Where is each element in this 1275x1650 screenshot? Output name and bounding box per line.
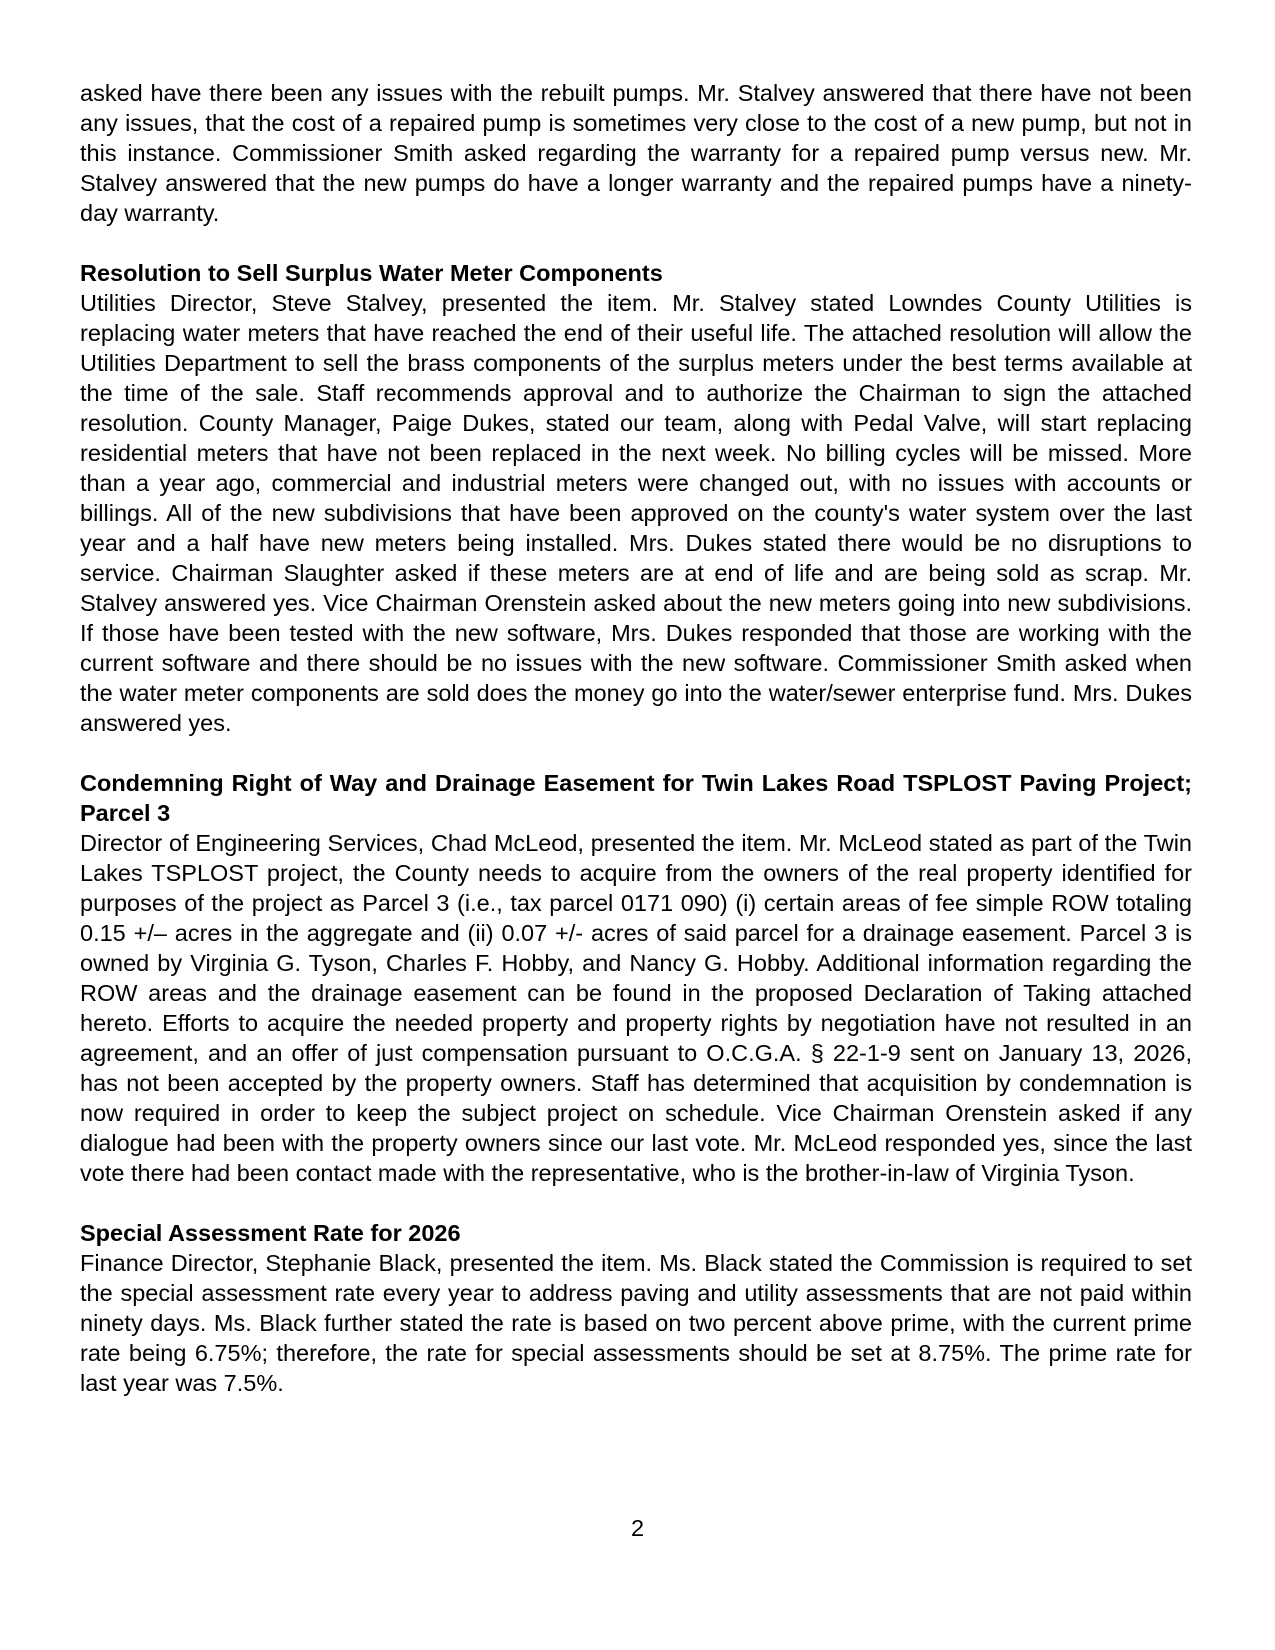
section-heading-surplus-water-meter: Resolution to Sell Surplus Water Meter Components bbox=[80, 260, 663, 286]
section-body-special-assessment: Finance Director, Stephanie Black, presented the item. Ms. Black stated the Commission is required to set the special assessment rate every year to address paving and utility assessments that are not paid within ninety days. Ms. Black further stated the rate is based on two percent above prime, with the current prime rate being 6.75%; therefore, the rate for special assessments should be set at 8.75%. The prime rate for last year was 7.5%. bbox=[80, 1250, 1192, 1396]
intro-paragraph: asked have there been any issues with the rebuilt pumps. Mr. Stalvey answered that there have not been any issues, that the cost of a repaired pump is sometimes very close to the cost of a new pump, but not in this instance. Commissioner Smith asked regarding the warranty for a repaired pump versus new. Mr. Stalvey answered that the new pumps do have a longer warranty and the repaired pumps have a ninety-day warranty. bbox=[80, 80, 1192, 226]
page-number: 2 bbox=[630, 1515, 645, 1541]
section-heading-condemning-row: Condemning Right of Way and Drainage Easement for Twin Lakes Road TSPLOST Paving Project; Parcel 3 bbox=[80, 770, 1192, 826]
section-body-condemning-row: Director of Engineering Services, Chad McLeod, presented the item. Mr. McLeod stated as part of the Twin Lakes TSPLOST project, the County needs to acquire from the owners of the real property identified for purposes of the project as Parcel 3 (i.e., tax parcel 0171 090) (i) certain areas of fee simple ROW totaling 0.15 +/– acres in the aggregate and (ii) 0.07 +/- acres of said parcel for a drainage easement. Parcel 3 is owned by Virginia G. Tyson, Charles F. Hobby, and Nancy G. Hobby. Additional information regarding the ROW areas and the drainage easement can be found in the proposed Declaration of Taking attached hereto. Efforts to acquire the needed property and property rights by negotiation have not resulted in an agreement, and an offer of just compensation pursuant to O.C.G.A. § 22-1-9 sent on January 13, 2026, has not been accepted by the property owners. Staff has determined that acquisition by condemnation is now required in order to keep the subject project on schedule. Vice Chairman Orenstein asked if any dialogue had been with the property owners since our last vote. Mr. McLeod responded yes, since the last vote there had been contact made with the representative, who is the brother-in-law of Virginia Tyson. bbox=[80, 830, 1192, 1186]
page-content bbox=[80, 78, 1192, 1428]
section-heading-special-assessment: Special Assessment Rate for 2026 bbox=[80, 1220, 461, 1246]
section-body-surplus-water-meter: Utilities Director, Steve Stalvey, presented the item. Mr. Stalvey stated Lowndes County Utilities is replacing water meters that have reached the end of their useful life. The attached resolution will allow the Utilities Department to sell the brass components of the surplus meters under the best terms available at the time of the sale. Staff recommends approval and to authorize the Chairman to sign the attached resolution. County Manager, Paige Dukes, stated our team, along with Pedal Valve, will start replacing residential meters that have not been replaced in the next week. No billing cycles will be missed. More than a year ago, commercial and industrial meters were changed out, with no issues with accounts or billings. All of the new subdivisions that have been approved on the county's water system over the last year and a half have new meters being installed. Mrs. Dukes stated there would be no disruptions to service. Chairman Slaughter asked if these meters are at end of life and are being sold as scrap. Mr. Stalvey answered yes. Vice Chairman Orenstein asked about the new meters going into new subdivisions. If those have been tested with the new software, Mrs. Dukes responded that those are working with the current software and there should be no issues with the new software. Commissioner Smith asked when the water meter components are sold does the money go into the water/sewer enterprise fund. Mrs. Dukes answered yes. bbox=[80, 290, 1192, 736]
